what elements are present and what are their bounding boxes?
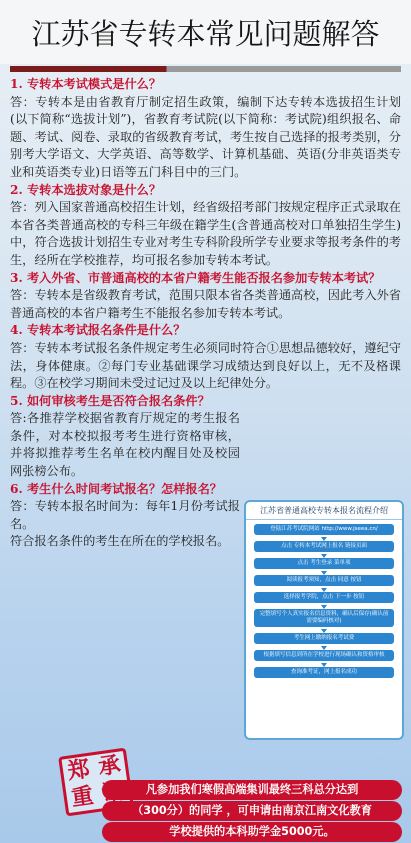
promo-line-2: （300分）的同学 ，可申请由南京江南文化教育 [102,801,402,821]
flow-step-1: 登陆江苏考试院网站 http://www.jseea.cn/ [254,524,394,535]
stamp-char: 承 [96,752,123,780]
flow-step-3: 点击 考生登录 菜单项 [254,558,394,569]
answer-4: 答：专转本考试报名条件规定考生必须同时符合①思想品德较好，遵纪守法，身体健康。②每门专业基础课学习成绩达到良好以上，无不及格课程。③在校学习期间未受过记过及以上纪律处分。 [10,340,401,391]
flow-step-2: 点击 专转本考试网上报名 链接页面 [254,541,394,552]
registration-flowchart [244,500,404,740]
question-6: 6. 考生什么时间考试报名？怎样报名？ [10,481,222,496]
question-4: 4. 专转本考试报名条件是什么？ [10,323,186,338]
question-3: 3. 考入外省、市普通高校的本省户籍考生能否报名参加专转本考试？ [10,270,381,285]
flow-step-8: 根据填写信息到所在学校进行现场确认和资格审核 [254,650,394,661]
promo-line-3: 学校提供的本科助学金5000元。 [102,822,402,842]
flowchart-title: 江苏省普通高校专转本报名流程介绍 [246,502,402,520]
flow-step-5: 选择报考学院，点击 下一步 按钮 [254,592,394,603]
answer-2: 答：列入国家普通高校招生计划，经省级招考部门按规定程序正式录取在本省各类普通高校的专科三年级在籍学生(含普通高校对口单独招生学生)中，符合选拔计划招生专业对考生专科阶段所学专业要求等报考条件的考生，经所在学校推荐，均可报名参加专转本考试。 [10,200,401,267]
flow-step-7: 考生网上缴纳报名考试费 [254,633,394,644]
answer-6b: 符合报名条件的考生在所在的学校报名。 [10,534,230,549]
question-1: 1. 专转本考试模式是什么？ [10,77,162,91]
scholarship-promo [102,780,402,843]
answer-1: 答：专转本是由省教育厅制定招生政策，编制下达专转本选拔招生计划(以下简称“选拔计划”)，省教育考试院(以下简称：考试院)组织报名、命题、考试、阅卷、录取的省级教育考试，考生按自己选择的报考类别，分别考大学语文、大学英语、高等数学、计算机基础、英语(分非英语类专业和英语类专业)日语等五门科目中的三门。 [10,94,401,179]
title-divider [10,66,401,72]
stamp-char: 郑 [66,756,92,785]
answer-3: 答：专转本是省级教育考试，范围只限本省各类普通高校，因此考入外省普通高校的本省户籍考生不能报名参加专转本考试。 [10,288,401,320]
flow-step-9: 查询准考证，网上报名成功 [254,667,394,678]
question-5: 5. 如何审核考生是否符合报名条件？ [10,393,210,408]
question-2: 2. 专转本选拔对象是什么？ [10,182,162,197]
flow-step-6: 完整填写个人真实报名信息资料，确认后保存(确认前需要编码核对) [254,609,394,627]
answer-5: 答:各推荐学校据省教育厅规定的考生报名条件，对本校拟报考考生进行资格审核，并将拟推荐考生名单在校内醒目处及校园网张榜公布。 [10,411,240,479]
flow-step-4: 阅读报考须知，点击 同意 按钮 [254,575,394,586]
faq-content [10,76,401,551]
answer-6a: 答：专转本报名时间为：每年1月份考试报名。 [10,499,240,531]
stamp-char: 重 [69,783,96,811]
promo-line-1: 凡参加我们寒假高端集训最终三科总分达到 [102,780,402,800]
page-title: 江苏省专转本常见问题解答 [0,0,411,64]
